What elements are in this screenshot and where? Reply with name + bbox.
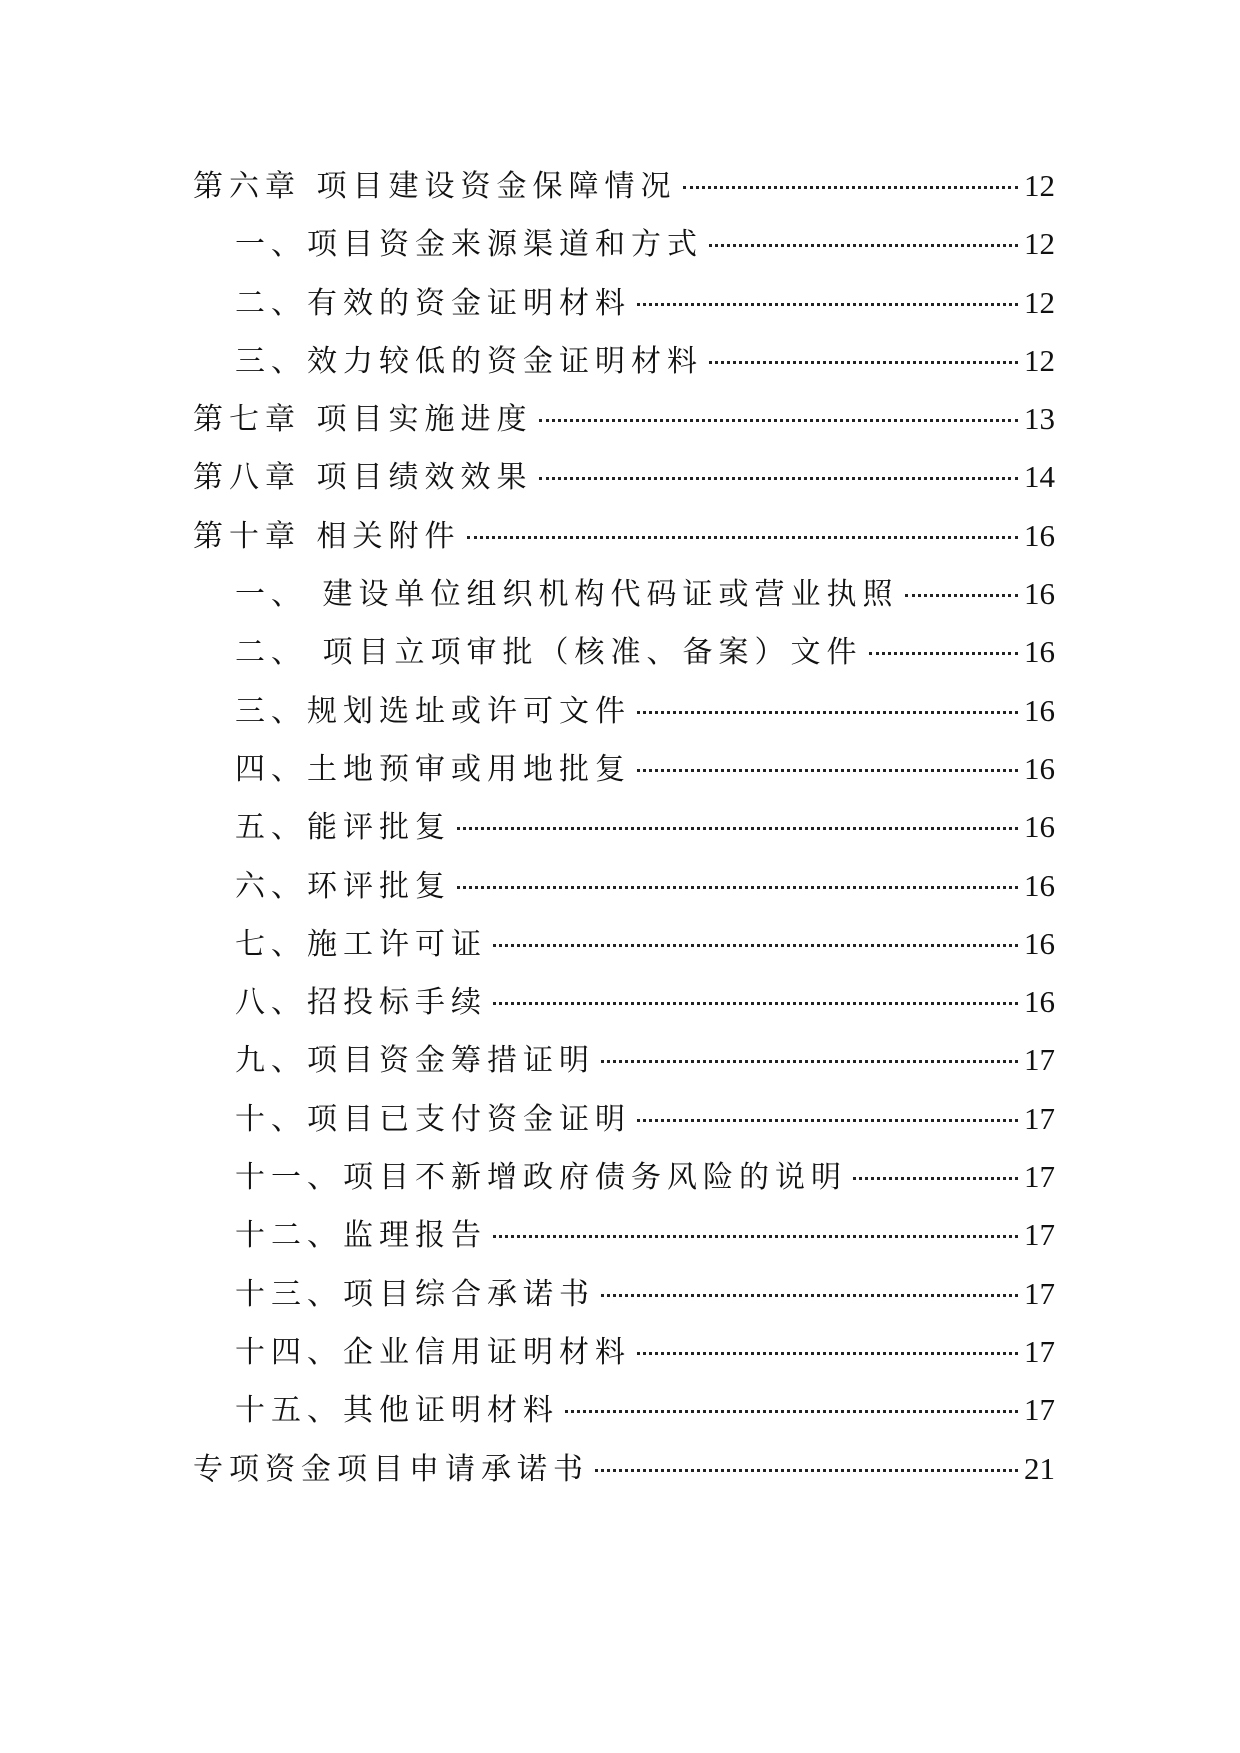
toc-entry[interactable] [193,1090,1055,1148]
toc-entry-page: 16 [1024,984,1055,1020]
toc-dot-leader [467,536,1018,539]
toc-entry-page: 17 [1024,1159,1055,1195]
toc-entry[interactable] [193,1381,1055,1439]
toc-entry[interactable] [193,740,1055,798]
toc-entry-page: 21 [1024,1450,1055,1486]
toc-dot-leader [637,769,1018,772]
toc-entry-title: 十三、项目综合承诺书 [235,1276,595,1312]
toc-dot-leader [595,1469,1018,1472]
toc-entry-title: 十五、其他证明材料 [235,1393,559,1429]
toc-entry-title: 六、环评批复 [235,868,451,904]
toc-entry-page: 13 [1024,401,1055,437]
toc-dot-leader [493,1235,1018,1238]
toc-dot-leader [601,1060,1018,1063]
toc-entry[interactable] [193,390,1055,448]
toc-entry-title: 七、施工许可证 [235,926,487,962]
toc-entry-title: 一、项目资金来源渠道和方式 [235,227,703,263]
toc-entry-title: 第七章 项目实施进度 [193,402,533,438]
toc-entry-title: 五、能评批复 [235,810,451,846]
toc-entry[interactable] [193,798,1055,856]
toc-dot-leader [539,419,1018,422]
toc-entry[interactable] [193,623,1055,681]
toc-entry-title: 十、项目已支付资金证明 [235,1101,631,1137]
toc-dot-leader [905,594,1018,597]
toc-entry-page: 16 [1024,634,1055,670]
toc-entry-page: 16 [1024,809,1055,845]
toc-dot-leader [539,477,1018,480]
toc-entry[interactable] [193,215,1055,273]
toc-entry[interactable] [193,157,1055,215]
toc-entry[interactable] [193,1440,1055,1498]
toc-entry-page: 17 [1024,1333,1055,1369]
toc-dot-leader [637,1352,1018,1355]
toc-dot-leader [493,944,1018,947]
toc-dot-leader [457,886,1018,889]
toc-dot-leader [637,303,1018,306]
toc-entry-title: 专项资金项目申请承诺书 [193,1451,589,1487]
toc-entry-page: 12 [1024,226,1055,262]
toc-entry-title: 八、招投标手续 [235,985,487,1021]
toc-entry[interactable] [193,507,1055,565]
toc-dot-leader [565,1410,1018,1413]
toc-entry[interactable] [193,1206,1055,1264]
toc-entry-page: 12 [1024,284,1055,320]
toc-entry-title: 四、土地预审或用地批复 [235,751,631,787]
toc-dot-leader [637,711,1018,714]
table-of-contents [193,157,1055,1498]
toc-entry-title: 二、有效的资金证明材料 [235,285,631,321]
toc-entry-page: 16 [1024,925,1055,961]
toc-entry-title: 一、 建设单位组织机构代码证或营业执照 [235,577,899,613]
toc-entry[interactable] [193,274,1055,332]
toc-entry-page: 12 [1024,342,1055,378]
toc-entry[interactable] [193,565,1055,623]
toc-entry-title: 第十章 相关附件 [193,518,461,554]
toc-dot-leader [637,1119,1018,1122]
toc-entry-page: 12 [1024,168,1055,203]
toc-entry-page: 16 [1024,692,1055,728]
toc-entry-title: 十四、企业信用证明材料 [235,1334,631,1370]
toc-dot-leader [601,1294,1018,1297]
toc-entry-page: 17 [1024,1100,1055,1136]
toc-dot-leader [709,361,1018,364]
toc-entry-title: 九、项目资金筹措证明 [235,1043,595,1079]
toc-entry[interactable] [193,332,1055,390]
toc-entry-title: 第六章 项目建设资金保障情况 [193,169,677,204]
toc-entry[interactable] [193,857,1055,915]
toc-entry-page: 16 [1024,867,1055,903]
toc-entry[interactable] [193,915,1055,973]
toc-entry[interactable] [193,1148,1055,1206]
toc-dot-leader [683,186,1018,189]
toc-dot-leader [709,244,1018,247]
toc-entry[interactable] [193,448,1055,506]
toc-dot-leader [457,827,1018,830]
toc-entry-page: 16 [1024,750,1055,786]
toc-entry-page: 17 [1024,1392,1055,1428]
toc-entry-page: 17 [1024,1275,1055,1311]
toc-entry[interactable] [193,1265,1055,1323]
toc-dot-leader [869,652,1018,655]
toc-entry[interactable] [193,1323,1055,1381]
toc-entry[interactable] [193,973,1055,1031]
toc-entry-page: 17 [1024,1042,1055,1078]
toc-entry-title: 二、 项目立项审批（核准、备案）文件 [235,635,863,671]
toc-entry-title: 十二、监理报告 [235,1218,487,1254]
toc-entry-title: 十一、项目不新增政府债务风险的说明 [235,1160,847,1196]
toc-entry-title: 三、规划选址或许可文件 [235,693,631,729]
toc-dot-leader [493,1002,1018,1005]
toc-entry-page: 14 [1024,459,1055,495]
toc-entry-title: 第八章 项目绩效效果 [193,460,533,496]
toc-entry-page: 17 [1024,1217,1055,1253]
toc-dot-leader [853,1177,1018,1180]
toc-entry[interactable] [193,682,1055,740]
toc-entry-page: 16 [1024,576,1055,612]
toc-entry[interactable] [193,1031,1055,1089]
toc-entry-title: 三、效力较低的资金证明材料 [235,343,703,379]
toc-entry-page: 16 [1024,517,1055,553]
